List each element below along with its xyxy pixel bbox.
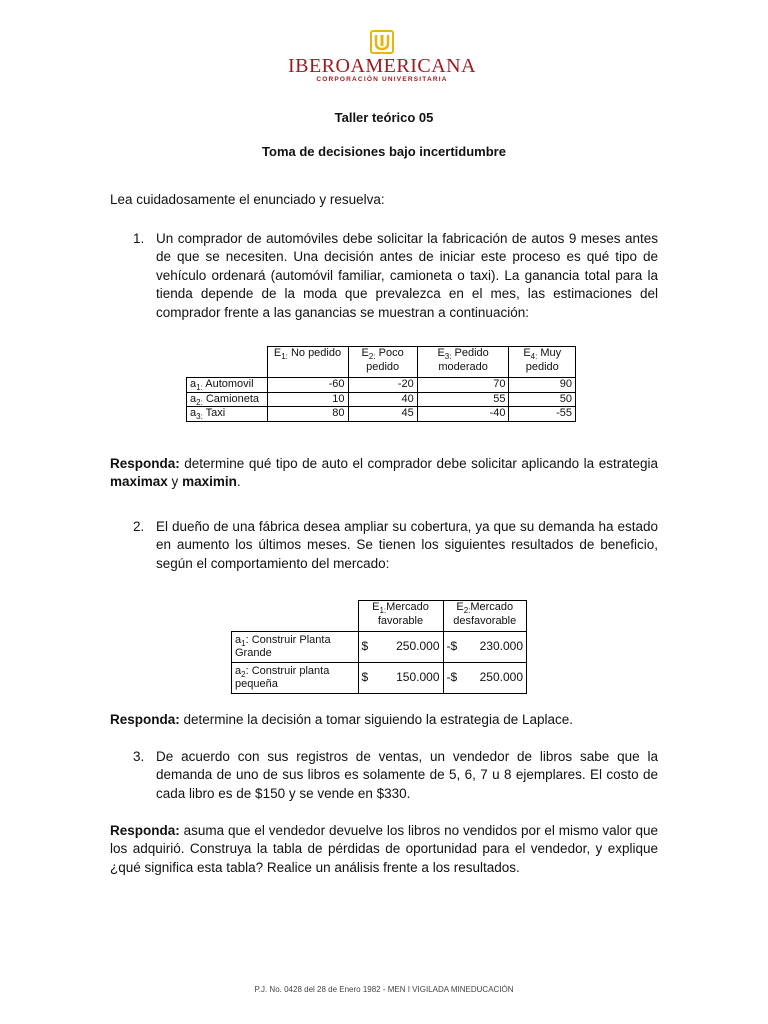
row-label: $a_{2:}$ Camioneta [187,392,268,407]
table-header-cell: $E_{3:}$ Pedido moderado [417,347,509,378]
logo-name: IBEROAMERICANA [287,55,477,77]
table-cell: 70 [417,378,509,393]
table-cell: 10 [267,392,348,407]
table-cell: $ 150.000 [358,663,443,694]
table-cell: -20 [348,378,417,393]
table-cell: -55 [509,407,576,422]
q3-number: 3. [133,749,145,764]
table-header-cell: $E_{1:}$ No pedido [267,347,348,378]
logo-emblem-icon [370,30,394,54]
table-cell: -$ 230.000 [443,632,527,663]
row-label: $a_{3:}$ Taxi [187,407,268,422]
table-row [232,663,527,694]
document-subtitle: Toma de decisiones bajo incertidumbre [262,144,506,159]
q2-number: 2. [133,519,145,534]
university-logo [254,30,510,90]
table-header-row [232,601,527,632]
table-row [187,392,576,407]
table-header-cell: $E_{4:}$ Muy pedido [509,347,576,378]
table-header-cell: $E_{2:}Mercado$ desfavorable [443,601,527,632]
q1-number: 1. [133,231,145,246]
table-row [187,407,576,422]
row-label: $a_2$: Construir planta pequeña [232,663,359,694]
table-row [187,378,576,393]
q2-answer: Responda: determine la decisión a tomar siguiendo la estrategia de Laplace. [110,712,574,727]
q3-text: De acuerdo con sus registros de ventas, un vendedor de libros sabe que la demanda de uno de sus libros es solamente de 5, 6, 7 u 8 ejemplares. El costo de cada libro es de $150 y se vende en $330. [156,749,658,801]
q1-answer: Responda: determine qué tipo de auto el comprador debe solicitar aplicando la estrategia maximax y maximin. [110,456,658,490]
q2-text: El dueño de una fábrica desea ampliar su cobertura, ya que su demanda ha estado en aumento los últimos meses. Se tienen los siguientes resultados de beneficio, según el comportamiento del mercado: [156,519,658,571]
q1-text: Un comprador de automóviles debe solicitar la fabricación de autos 9 meses antes de que se necesiten. Una decisión antes de iniciar este proceso es qué tipo de vehículo ordenará (automóvil familiar, camioneta o taxi). La ganancia total para la tienda depende de la moda que prevalezca en el mes, las estimaciones del comprador frente a las ganancias se muestran a continuación: [156,231,658,320]
table-header-cell: $E_{2:}$ Poco pedido [348,347,417,378]
payoff-table-2 [231,600,527,694]
table-cell: 80 [267,407,348,422]
table-header-cell: $E_{1:}Mercado$ favorable [358,601,443,632]
table-header-row [187,347,576,378]
footer-text: P.J. No. 0428 del 28 de Enero 1982 - MEN I VIGILADA MINEDUCACIÓN [254,985,514,994]
row-label: $a_{1:}$ Automovil [187,378,268,393]
logo-subtitle: CORPORACIÓN UNIVERSITARIA [316,76,448,83]
table-cell: 90 [509,378,576,393]
table-row [232,632,527,663]
table-cell: -60 [267,378,348,393]
payoff-table-1 [186,346,576,422]
q3-answer: Responda: asuma que el vendedor devuelve los libros no vendidos por el mismo valor que los adquirió. Construya la tabla de pérdidas de oportunidad para el vendedor, y explique ¿qué significa esta tabla? Realice un análisis frente a los resultados. [110,823,658,875]
table-cell: $ 250.000 [358,632,443,663]
table-cell: 55 [417,392,509,407]
table-cell: 45 [348,407,417,422]
table-cell: 50 [509,392,576,407]
intro-text: Lea cuidadosamente el enunciado y resuelva: [110,192,385,207]
row-label: $a_1$: Construir Planta Grande [232,632,359,663]
document-title: Taller teórico 05 [334,110,434,125]
table-cell: -$ 250.000 [443,663,527,694]
table-cell: -40 [417,407,509,422]
table-cell: 40 [348,392,417,407]
